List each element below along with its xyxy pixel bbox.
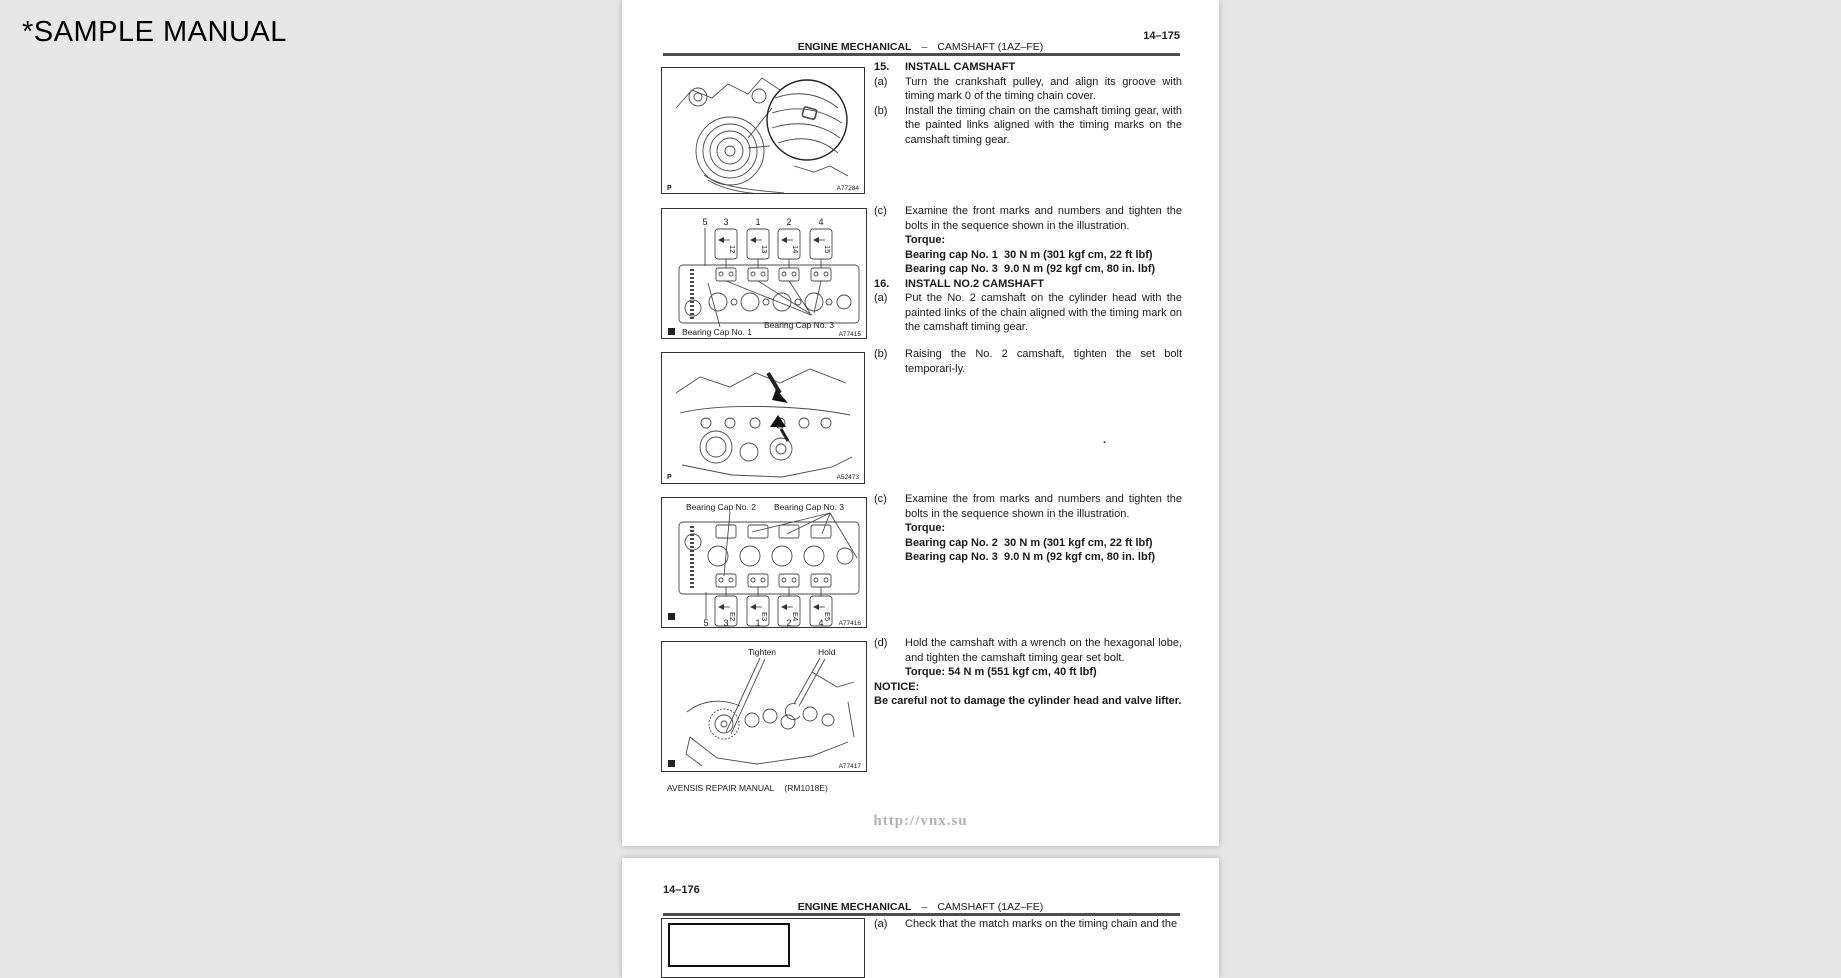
header-topic: CAMSHAFT (1AZ–FE) (937, 901, 1044, 913)
header-topic: CAMSHAFT (1AZ–FE) (937, 41, 1044, 53)
svg-text:5: 5 (702, 217, 708, 227)
figure-corner-glyph (668, 760, 675, 767)
torque-label: Torque: (905, 234, 946, 246)
substep-16c: (c) Examine the from marks and numbers and tighten the bolts in the sequence shown in the illustration. (874, 493, 1182, 520)
figure-corner-glyph (668, 613, 675, 620)
substep-partial-a: (a) Check that the match marks on the timing chain and the (874, 918, 1178, 930)
step-16b-text (874, 347, 1182, 376)
svg-text:E4: E4 (791, 612, 800, 622)
figure-id: A77284 (836, 185, 859, 192)
svg-text:4: 4 (818, 618, 824, 627)
torque-spec-cap2: Bearing cap No. 2 30 N m (301 kgf cm, 22 ft lbf) (905, 536, 1153, 549)
figure-crankshaft-pulley (661, 67, 865, 194)
step-15-heading (874, 60, 1182, 75)
figure-id: A77417 (838, 763, 861, 770)
svg-text:13: 13 (760, 245, 769, 254)
notice-text: Be careful not to damage the cylinder head and valve lifter. (874, 695, 1182, 707)
site-watermark: http://vnx.su (873, 813, 968, 829)
manual-page-176 (622, 858, 1219, 978)
figure-corner-mark: P (667, 474, 672, 481)
tighten-label: Tighten (748, 647, 777, 657)
svg-text:14: 14 (791, 245, 800, 254)
step-15-text (874, 60, 1182, 147)
page-header (622, 901, 1219, 913)
substep-15b: (b) Install the timing chain on the camshaft timing gear, with the painted links aligned with the timing marks on the camshaft timing gear. (874, 104, 1182, 146)
manual-footer (667, 783, 838, 793)
bearing-cap-3-label: Bearing Cap No. 3 (764, 320, 834, 330)
figure-id: A77415 (838, 331, 861, 338)
callout-13 (747, 229, 769, 259)
header-dash: – (921, 41, 928, 53)
svg-text:2: 2 (786, 217, 792, 227)
step-title: INSTALL NO.2 CAMSHAFT (905, 277, 1044, 290)
substep-16b: (b) Raising the No. 2 camshaft, tighten the set bolt temporari-ly. (874, 348, 1182, 375)
step-16c-text (874, 492, 1182, 565)
figure-partial-inner-box (668, 923, 790, 967)
footer-title: AVENSIS REPAIR MANUAL (667, 783, 775, 793)
bearing-caps-2-illustration (662, 498, 866, 627)
manual-page-175 (622, 0, 1219, 846)
figure-id: A77416 (838, 620, 861, 627)
svg-text:2: 2 (786, 618, 792, 627)
svg-text:1: 1 (755, 217, 761, 227)
callout-14 (778, 229, 800, 259)
page-header (622, 41, 1219, 53)
figure-corner-mark: P (667, 185, 672, 192)
bearing-cap-1-label: Bearing Cap No. 1 (682, 327, 752, 337)
hold-label: Hold (818, 647, 836, 657)
step-title: INSTALL CAMSHAFT (905, 61, 1016, 73)
svg-text:E3: E3 (760, 612, 769, 622)
bearing-cap-2-label: Bearing Cap No. 2 (686, 502, 756, 512)
svg-text:5: 5 (703, 618, 709, 627)
sample-manual-watermark: *SAMPLE MANUAL (22, 16, 287, 48)
svg-text:3: 3 (723, 618, 729, 627)
stray-dot: . (1103, 434, 1107, 446)
step-16-heading (874, 277, 1182, 292)
notice-label: NOTICE: (874, 680, 920, 693)
figure-id: A52473 (836, 474, 859, 481)
figure-corner-glyph (668, 328, 675, 335)
torque-spec-cap3b: Bearing cap No. 3 9.0 N m (92 kgf cm, 80 in. lbf) (905, 551, 1156, 563)
header-section: ENGINE MECHANICAL (797, 41, 912, 53)
figure-bearing-caps-no1 (661, 208, 867, 339)
svg-text:3: 3 (723, 217, 729, 227)
svg-text:4: 4 (818, 217, 824, 227)
figure-bearing-caps-no2 (661, 497, 867, 628)
svg-text:1: 1 (755, 618, 761, 627)
page-number: 14–175 (1143, 30, 1180, 42)
figure-tighten-hold (661, 641, 867, 772)
camshaft-install-illustration (662, 353, 864, 483)
substep-16a: (a) Put the No. 2 camshaft on the cylinder head with the painted links of the chain aligned with the timing mark on the camshaft timing gear. (874, 292, 1182, 333)
substep-15c: (c) Examine the front marks and numbers and tighten the bolts in the sequence shown in the illustration. (874, 205, 1182, 232)
svg-text:12: 12 (728, 245, 737, 254)
header-rule (663, 913, 1180, 916)
partial-step-text (874, 917, 1182, 932)
callout-15 (810, 229, 832, 259)
step-16d-text (874, 636, 1182, 709)
crankshaft-pulley-illustration (662, 68, 864, 193)
torque-spec-54nm: Torque: 54 N m (551 kgf cm, 40 ft lbf) (905, 666, 1097, 678)
step-number: 15. (874, 61, 890, 73)
bearing-cap-3-label: Bearing Cap No. 3 (774, 502, 844, 512)
footer-code: (RM1018E) (784, 783, 828, 793)
torque-spec-cap3: Bearing cap No. 3 9.0 N m (92 kgf cm, 80 in. lbf) (905, 263, 1156, 275)
figure-no2-camshaft (661, 352, 865, 484)
header-dash: – (921, 901, 928, 913)
svg-text:E2: E2 (728, 612, 737, 622)
svg-text:15: 15 (823, 245, 832, 254)
tighten-hold-illustration (662, 642, 866, 771)
svg-text:E5: E5 (823, 612, 832, 622)
step-number: 16. (874, 277, 890, 290)
torque-label: Torque: (905, 522, 946, 534)
header-section: ENGINE MECHANICAL (797, 901, 912, 913)
torque-spec-cap1: Bearing cap No. 1 30 N m (301 kgf cm, 22 ft lbf) (905, 248, 1153, 261)
substep-15a: (a) Turn the crankshaft pulley, and align its groove with timing mark 0 of the timing chain cover. (874, 75, 1182, 102)
header-rule (663, 53, 1180, 56)
substep-16d: (d) Hold the camshaft with a wrench on the hexagonal lobe, and tighten the camshaft timing gear set bolt. (874, 637, 1182, 664)
bearing-caps-illustration (662, 209, 866, 338)
step-15c-16-text (874, 204, 1182, 335)
callout-12 (715, 229, 737, 259)
figure-partial (661, 918, 865, 978)
page-number: 14–176 (663, 884, 700, 896)
